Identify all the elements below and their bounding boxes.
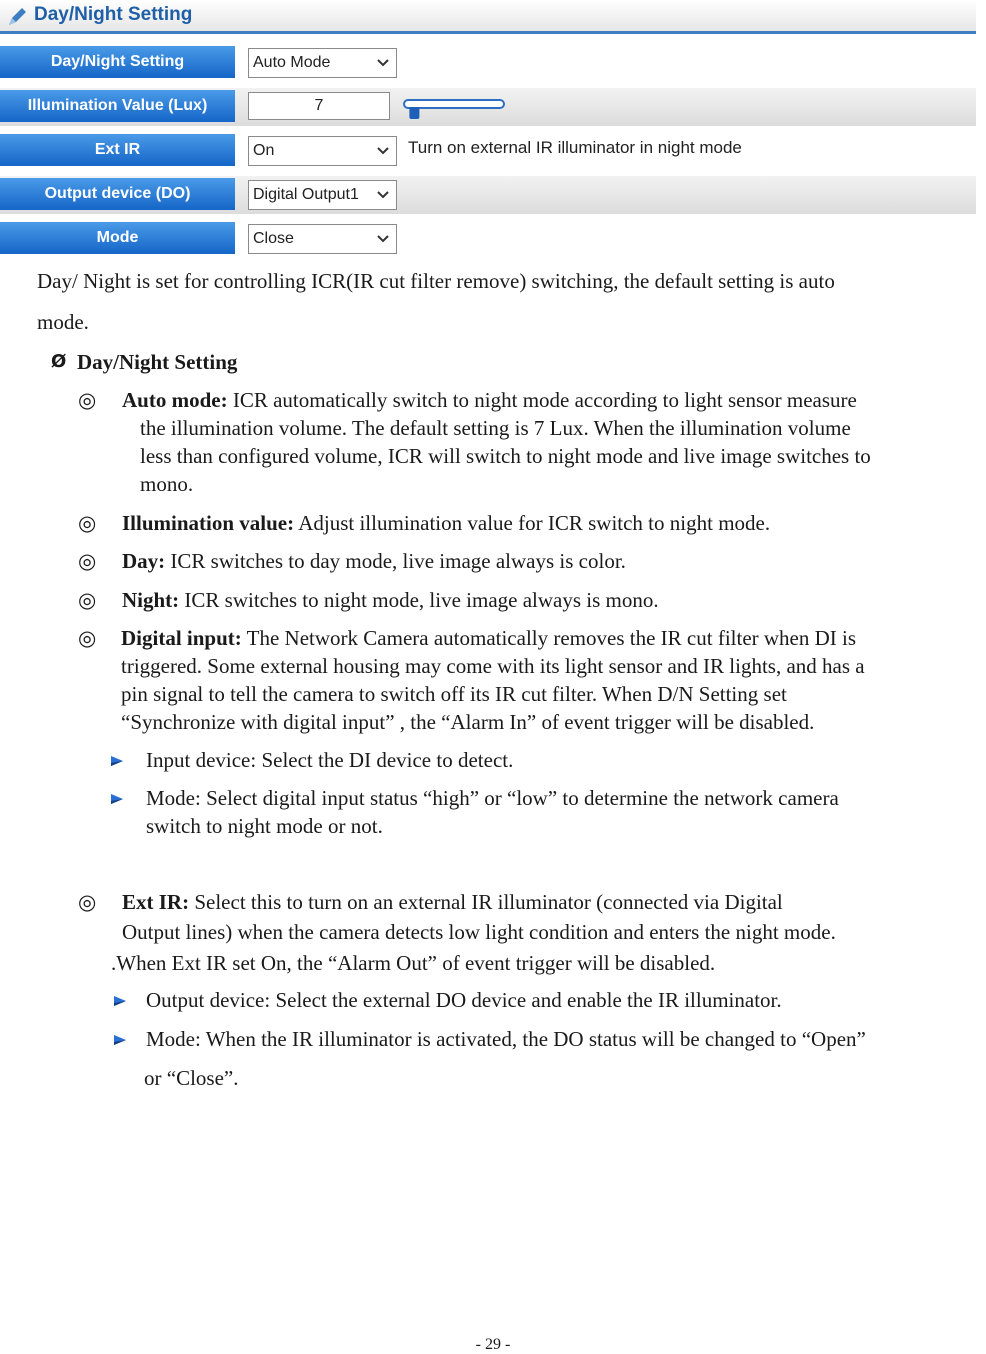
illumination-text: Adjust illumination value for ICR switch to night mode.: [298, 511, 771, 535]
ext-ir-line-1: [122, 888, 783, 916]
output-device-value: Digital Output1: [253, 186, 359, 203]
section-heading: Day/Night Setting: [77, 350, 238, 374]
triangle-bullet-icon: [110, 754, 124, 768]
chevron-down-icon: [376, 139, 390, 163]
panel-header: [0, 0, 976, 34]
illumination-slider[interactable]: [402, 98, 506, 120]
row-ext-ir: [0, 132, 976, 170]
digital-input-sub-2-line-2: switch to night mode or not.: [146, 814, 383, 838]
ext-ir-sub-2-line-2: or “Close”.: [144, 1066, 239, 1090]
circle-bullet-icon: ◎: [78, 890, 97, 914]
illumination-term: Illumination value:: [122, 511, 295, 535]
auto-mode-line-4: mono.: [140, 472, 194, 496]
digital-input-sub-1: Input device: Select the DI device to detect.: [146, 748, 514, 772]
illumination-value-input[interactable]: 7: [248, 92, 390, 120]
night-line: [122, 586, 659, 614]
chevron-down-icon: [376, 227, 390, 251]
label-illumination-value: Illumination Value (Lux): [0, 90, 235, 122]
auto-mode-line-2: the illumination volume. The default setting is 7 Lux. When the illumination volume: [140, 416, 851, 440]
day-line: [122, 547, 626, 575]
row-mode: [0, 220, 976, 258]
ext-ir-text-1: Select this to turn on an external IR illuminator (connected via Digital: [194, 890, 783, 914]
ext-ir-term: Ext IR:: [122, 890, 190, 914]
triangle-bullet-icon: [110, 792, 124, 806]
row-day-night-setting: [0, 44, 976, 82]
circle-bullet-icon: ◎: [78, 588, 97, 612]
digital-input-term: Digital input:: [121, 626, 242, 650]
label-ext-ir: Ext IR: [0, 134, 235, 166]
row-illumination-value: [0, 88, 976, 126]
mode-value: Close: [253, 230, 294, 247]
ext-ir-line-3: .When Ext IR set On, the “Alarm Out” of event trigger will be disabled.: [111, 951, 716, 975]
auto-mode-text-1: ICR automatically switch to night mode according to light sensor measure: [232, 388, 857, 412]
circle-bullet-icon: ◎: [78, 388, 97, 412]
label-mode: Mode: [0, 222, 235, 254]
ext-ir-sub-2-line-1: Mode: When the IR illuminator is activated, the DO status will be changed to “Open”: [146, 1027, 866, 1051]
output-device-select[interactable]: [248, 180, 397, 210]
illumination-line: [122, 509, 770, 537]
ext-ir-sub-1: Output device: Select the external DO device and enable the IR illuminator.: [146, 988, 782, 1012]
night-term: Night:: [122, 588, 180, 612]
day-night-setting-value: Auto Mode: [253, 54, 331, 71]
digital-input-sub-2-line-1: Mode: Select digital input status “high” or “low” to determine the network camera: [146, 786, 839, 810]
circle-bullet-icon: ◎: [78, 549, 97, 573]
triangle-bullet-icon: [113, 1033, 127, 1047]
day-term: Day:: [122, 549, 166, 573]
pencil-icon: [6, 6, 28, 28]
intro-line-1: Day/ Night is set for controlling ICR(IR cut filter remove) switching, the default setting is auto: [37, 269, 835, 293]
row-output-device: [0, 176, 976, 214]
ext-ir-select[interactable]: [248, 136, 397, 166]
auto-mode-line-1: [122, 386, 857, 414]
night-text: ICR switches to night mode, live image always is mono.: [184, 588, 659, 612]
day-text: ICR switches to day mode, live image always is color.: [170, 549, 626, 573]
mode-select[interactable]: [248, 224, 397, 254]
auto-mode-line-3: less than configured volume, ICR will switch to night mode and live image switches to: [140, 444, 871, 468]
label-day-night-setting: Day/Night Setting: [0, 46, 235, 78]
illumination-slider-thumb: [409, 107, 419, 119]
panel-title: Day/Night Setting: [34, 4, 193, 25]
label-output-device: Output device (DO): [0, 178, 235, 210]
digital-input-line-1: [121, 624, 856, 652]
digital-input-line-4: “Synchronize with digital input” , the “Alarm In” of event trigger will be disabled.: [121, 710, 815, 734]
chevron-down-icon: [376, 183, 390, 207]
intro-line-2: mode.: [37, 310, 89, 334]
digital-input-text-1: The Network Camera automatically removes the IR cut filter when DI is: [246, 626, 857, 650]
page-number: - 29 -: [475, 1336, 511, 1353]
triangle-bullet-icon: [113, 994, 127, 1008]
circle-bullet-icon: ◎: [78, 626, 97, 650]
digital-input-line-3: pin signal to tell the camera to switch off its IR cut filter. When D/N Setting set: [121, 682, 787, 706]
day-night-settings-panel: [0, 0, 976, 256]
section-bullet-icon: Ø: [51, 351, 67, 372]
auto-mode-term: Auto mode:: [122, 388, 228, 412]
ext-ir-value: On: [253, 142, 275, 159]
ext-ir-line-2: Output lines) when the camera detects low light condition and enters the night mode.: [122, 920, 836, 944]
ext-ir-hint: Turn on external IR illuminator in night mode: [408, 138, 742, 157]
chevron-down-icon: [376, 51, 390, 75]
digital-input-line-2: triggered. Some external housing may come with its light sensor and IR lights, and has a: [121, 654, 865, 678]
day-night-setting-select[interactable]: [248, 48, 397, 78]
circle-bullet-icon: ◎: [78, 511, 97, 535]
